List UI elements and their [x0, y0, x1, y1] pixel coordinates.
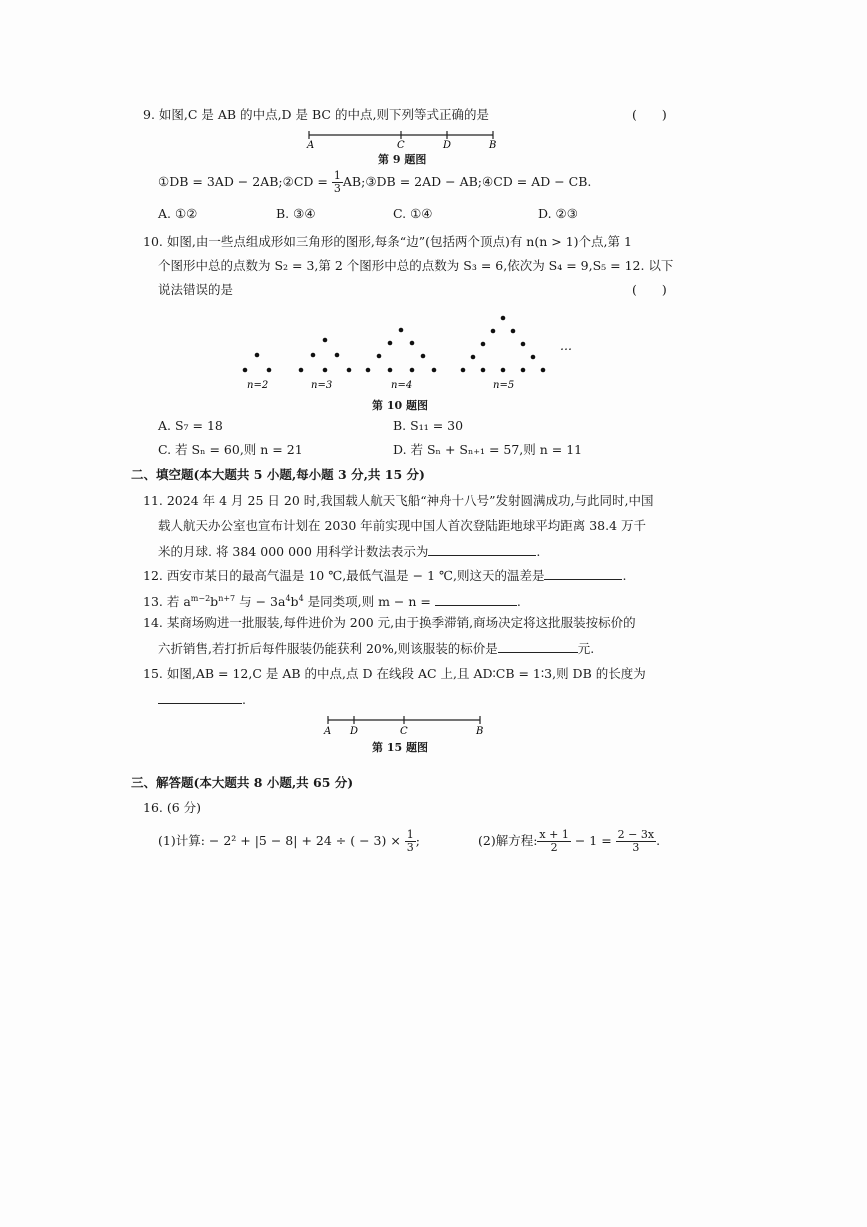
q11-line-3: 米的月球. 将 384 000 000 用科学计数法表示为 .	[158, 544, 541, 559]
section-2-title: 二、填空题(本大题共 5 小题,每小题 3 分,共 15 分)	[131, 467, 425, 482]
q10-line-1: 10. 如图,由一些点组成形如三角形的图形,每条“边”(包括两个顶点)有 n(n > 1)个点,第 1	[143, 234, 632, 249]
q10-label-n5: n=5	[493, 380, 515, 391]
q9-point-A: A	[307, 140, 315, 150]
q9-statement-4: ④CD = AD − CB.	[482, 174, 592, 189]
q14-answer-blank[interactable]	[498, 640, 578, 653]
q10-option-c: C. 若 Sₙ = 60,则 n = 21	[158, 442, 303, 457]
q10-line-2: 个图形中总的点数为 S₂ = 3,第 2 个图形中总的点数为 S₃ = 6,依次为 S₄ = 9,S₅ = 12. 以下	[158, 258, 674, 273]
q9-statement-2b: AB;	[342, 174, 366, 189]
q15-line-2: .	[158, 691, 246, 708]
q10-answer-paren: ( )	[632, 282, 667, 297]
q10-option-d: D. 若 Sₙ + Sₙ₊₁ = 57,则 n = 11	[393, 442, 583, 457]
q11-line-2: 载人航天办公室也宣布计划在 2030 年前实现中国人首次登陆距地球平均距离 38.4 万千	[158, 518, 647, 533]
q10-dot-triangles-figure	[235, 310, 580, 395]
q14-line-2: 六折销售,若打折后每件服装仍能获利 20%,则该服装的标价是 元.	[158, 641, 595, 656]
q10-ellipsis: …	[560, 339, 572, 353]
q9-statement-2a: ②CD =	[282, 174, 328, 189]
q15-answer-blank[interactable]	[158, 691, 242, 704]
q15-segment-figure	[320, 712, 490, 736]
q10-option-b: B. S₁₁ = 30	[393, 418, 464, 433]
q10-label-n4: n=4	[391, 380, 413, 391]
q10-label-n2: n=2	[247, 380, 269, 391]
q9-stem: 9. 如图,C 是 AB 的中点,D 是 BC 的中点,则下列等式正确的是	[143, 107, 489, 122]
q10-line-3: 说法错误的是	[158, 282, 234, 297]
q9-segment-figure	[305, 128, 505, 150]
q15-line-1: 15. 如图,AB = 12,C 是 AB 的中点,点 D 在线段 AC 上,且 AD∶CB = 1∶3,则 DB 的长度为	[143, 666, 646, 681]
q9-option-c: C. ①④	[393, 206, 433, 221]
q15-point-D: D	[350, 726, 359, 736]
q9-statement-3: ③DB = 2AD − AB;	[365, 174, 482, 189]
q10-figure-caption: 第 10 题图	[372, 399, 428, 412]
q9-point-B: B	[489, 140, 497, 150]
q15-figure-caption: 第 15 题图	[372, 741, 428, 754]
q13-answer-blank[interactable]	[435, 593, 517, 606]
q9-figure-caption: 第 9 题图	[378, 153, 427, 166]
q12: 12. 西安市某日的最高气温是 10 ℃,最低气温是 − 1 ℃,则这天的温差是 .	[143, 568, 627, 583]
q15-point-A: A	[324, 726, 332, 736]
q15-point-B: B	[476, 726, 484, 736]
q9-option-b: B. ③④	[276, 206, 316, 221]
q13: 13. 若 $a^{m-2}b^{n+7}$ 与 − $3a^4b^4$ 是同类项,则 m − n = .	[143, 594, 521, 610]
q10-option-a: A. S₇ = 18	[158, 418, 223, 433]
q11-line-1: 11. 2024 年 4 月 25 日 20 时,我国载人航天飞船“神舟十八号”发射圆满成功,与此同时,中国	[143, 493, 654, 508]
q11-answer-blank[interactable]	[428, 543, 536, 556]
q16-head: 16. (6 分)	[143, 800, 202, 815]
q15-point-C: C	[400, 726, 408, 736]
q9-point-D: D	[443, 140, 452, 150]
q16-part-2-fraction-right: $\frac{2 - 3x}{3}$	[617, 828, 655, 854]
q9-fraction: $\frac{1}{3}$	[333, 169, 341, 195]
q10-label-n3: n=3	[311, 380, 333, 391]
q16-part-1-fraction: $\frac{1}{3}$	[406, 828, 414, 854]
q16-part-1: (1)计算: − 2² + |5 − 8| + 24 ÷ ( − 3) × $\frac{1}{3}$ ;	[158, 828, 420, 854]
q16-part-2-fraction-left: $\frac{x + 1}{2}$	[539, 828, 569, 854]
q9-statement-1: ①DB = 3AD − 2AB;	[158, 174, 283, 189]
q9-point-C: C	[397, 140, 405, 150]
q9-option-d: D. ②③	[538, 206, 578, 221]
q9-statements	[158, 170, 591, 195]
q12-answer-blank[interactable]	[544, 567, 622, 580]
q9-answer-paren: ( )	[632, 107, 667, 122]
q16-part-2: (2)解方程: $\frac{x + 1}{2}$ − 1 = $\frac{2 - 3x}{3}$ .	[478, 828, 661, 854]
q14-line-1: 14. 某商场购进一批服装,每件进价为 200 元,由于换季滞销,商场决定将这批服装按标价的	[143, 615, 636, 630]
section-3-title: 三、解答题(本大题共 8 小题,共 65 分)	[131, 775, 354, 790]
q9-option-a: A. ①②	[158, 206, 198, 221]
